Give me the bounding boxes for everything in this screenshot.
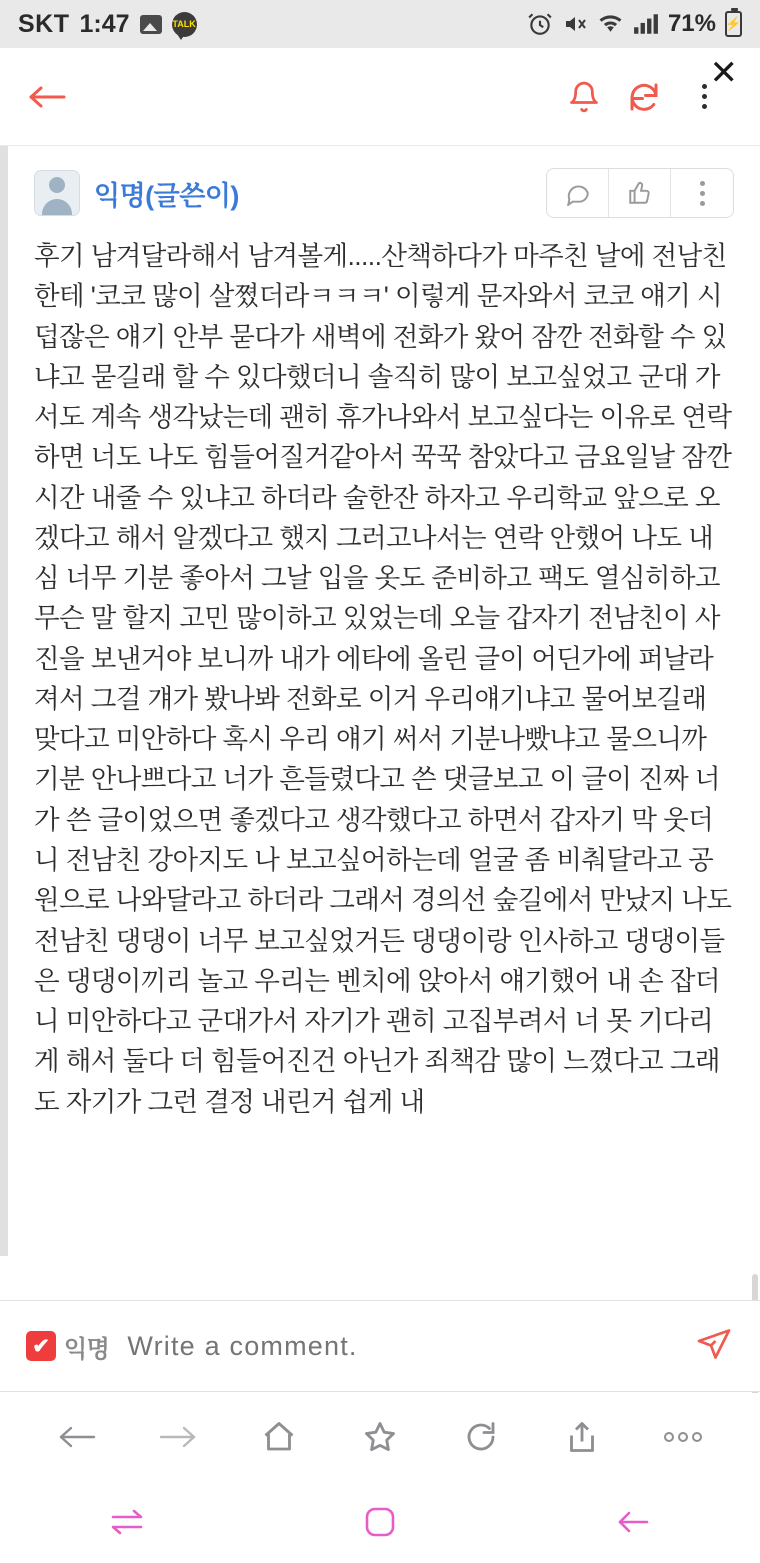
post-action-group bbox=[546, 168, 734, 218]
browser-home-button[interactable] bbox=[244, 1407, 314, 1467]
comment-bar bbox=[0, 1300, 760, 1392]
browser-back-button[interactable] bbox=[42, 1407, 112, 1467]
status-bar-right bbox=[527, 10, 742, 38]
post-body-text: 후기 남겨달라해서 남겨볼게.....산책하다가 마주친 날에 전남친한테 '코코 많이 살쪘더라ㅋㅋㅋ' 이렇게 문자와서 코코 얘기 시덥잖은 얘기 안부 묻다가 새벽에 전화가 왔어 잠깐 전화할 수 있냐고 묻길래 할 수 있다했더니 솔직히 많이 보고싶었고 군대 가서도 계속 생각났는데 괜히 휴가나와서 보고싶다는 이유로 연락하면 너도 나도 힘들어질거같아서 꾹꾹 참았다고 금요일날 잠깐 시간 내줄 수 있냐고 하더라 술한잔 하자고 우리학교 앞으로 오겠다고 해서 알겠다고 했지 그러고나서는 연락 안했어 나도 내심 너무 기분 좋아서 그날 입을 옷도 준비하고 팩도 열심히하고 무슨 말 할지 고민 많이하고 있었는데 오늘 갑자기 전남친이 사진을 보낸거야 보니까 내가 에타에 올린 글이 어딘가에 퍼날라져서 그걸 걔가 봤나봐 전화로 이거 우리얘기냐고 물어보길래 맞다고 미안하다 혹시 우리 얘기 써서 기분나빴냐고 물으니까 기분 안나쁘다고 너가 흔들렸다고 쓴 댓글보고 이 글이 진짜 너가 쓴 글이었으면 좋겠다고 생각했다고 하면서 갑자기 막 웃더니 전남친 강아지도 나 보고싶어하는데 얼굴 좀 비춰달라고 공원으로 나와달라고 하더라 그래서 경의선 숲길에서 만났지 나도 전남친 댕댕이 너무 보고싶었거든 댕댕이랑 인사하고 댕댕이들은 댕댕이끼리 놀고 우리는 벤치에 앉아서 얘기했어 내 손 잡더니 미안하다고 군대가서 자기가 괜히 고집부려서 너 못 기다리게 해서 둘다 더 힘들어진건 아닌가 죄책감 많이 느꼈다고 그래도 자기가 그런 결정 내린거 쉽게 내 bbox=[34, 241, 732, 1117]
close-icon[interactable]: ✕ bbox=[709, 54, 738, 92]
kakaotalk-icon bbox=[172, 12, 197, 37]
browser-navigation-bar bbox=[0, 1393, 760, 1481]
browser-share-button[interactable] bbox=[547, 1407, 617, 1467]
wifi-icon bbox=[597, 13, 624, 35]
bell-icon[interactable] bbox=[554, 67, 614, 127]
battery-percent-label: 71% bbox=[667, 10, 716, 37]
user-avatar-icon bbox=[34, 170, 80, 216]
post-author-row bbox=[0, 146, 760, 228]
post-container bbox=[0, 146, 760, 1238]
carrier-label: SKT bbox=[18, 9, 70, 38]
app-toolbar bbox=[0, 48, 760, 146]
refresh-icon[interactable] bbox=[614, 67, 674, 127]
status-bar bbox=[0, 0, 760, 48]
post-author-name[interactable]: 익명(글쓴이) bbox=[94, 180, 239, 211]
like-icon[interactable] bbox=[609, 169, 671, 217]
browser-menu-button[interactable] bbox=[648, 1407, 718, 1467]
more-vertical-icon[interactable] bbox=[671, 169, 733, 217]
left-quote-rail bbox=[0, 146, 8, 1256]
send-icon[interactable] bbox=[694, 1326, 734, 1367]
comment-icon[interactable] bbox=[547, 169, 609, 217]
status-bar-left bbox=[18, 10, 197, 39]
system-navigation-bar bbox=[0, 1481, 760, 1563]
recents-button[interactable] bbox=[67, 1492, 187, 1552]
clock-label: 1:47 bbox=[79, 9, 130, 38]
comment-input[interactable] bbox=[127, 1331, 682, 1362]
alarm-clock-icon bbox=[527, 11, 553, 37]
checkbox-checked-icon[interactable]: ✔ bbox=[26, 1331, 56, 1361]
cellular-signal-icon bbox=[633, 13, 659, 35]
back-arrow-icon[interactable] bbox=[26, 82, 74, 112]
back-button[interactable] bbox=[573, 1492, 693, 1552]
battery-charging-icon bbox=[725, 11, 742, 37]
browser-forward-button[interactable] bbox=[143, 1407, 213, 1467]
anonymous-label: 익명 bbox=[64, 1335, 110, 1363]
mute-icon bbox=[562, 12, 588, 36]
image-icon bbox=[140, 15, 162, 34]
browser-reload-button[interactable] bbox=[446, 1407, 516, 1467]
home-square-icon[interactable] bbox=[320, 1492, 440, 1552]
browser-bookmark-button[interactable] bbox=[345, 1407, 415, 1467]
talk-badge-label: TALK bbox=[172, 12, 197, 37]
